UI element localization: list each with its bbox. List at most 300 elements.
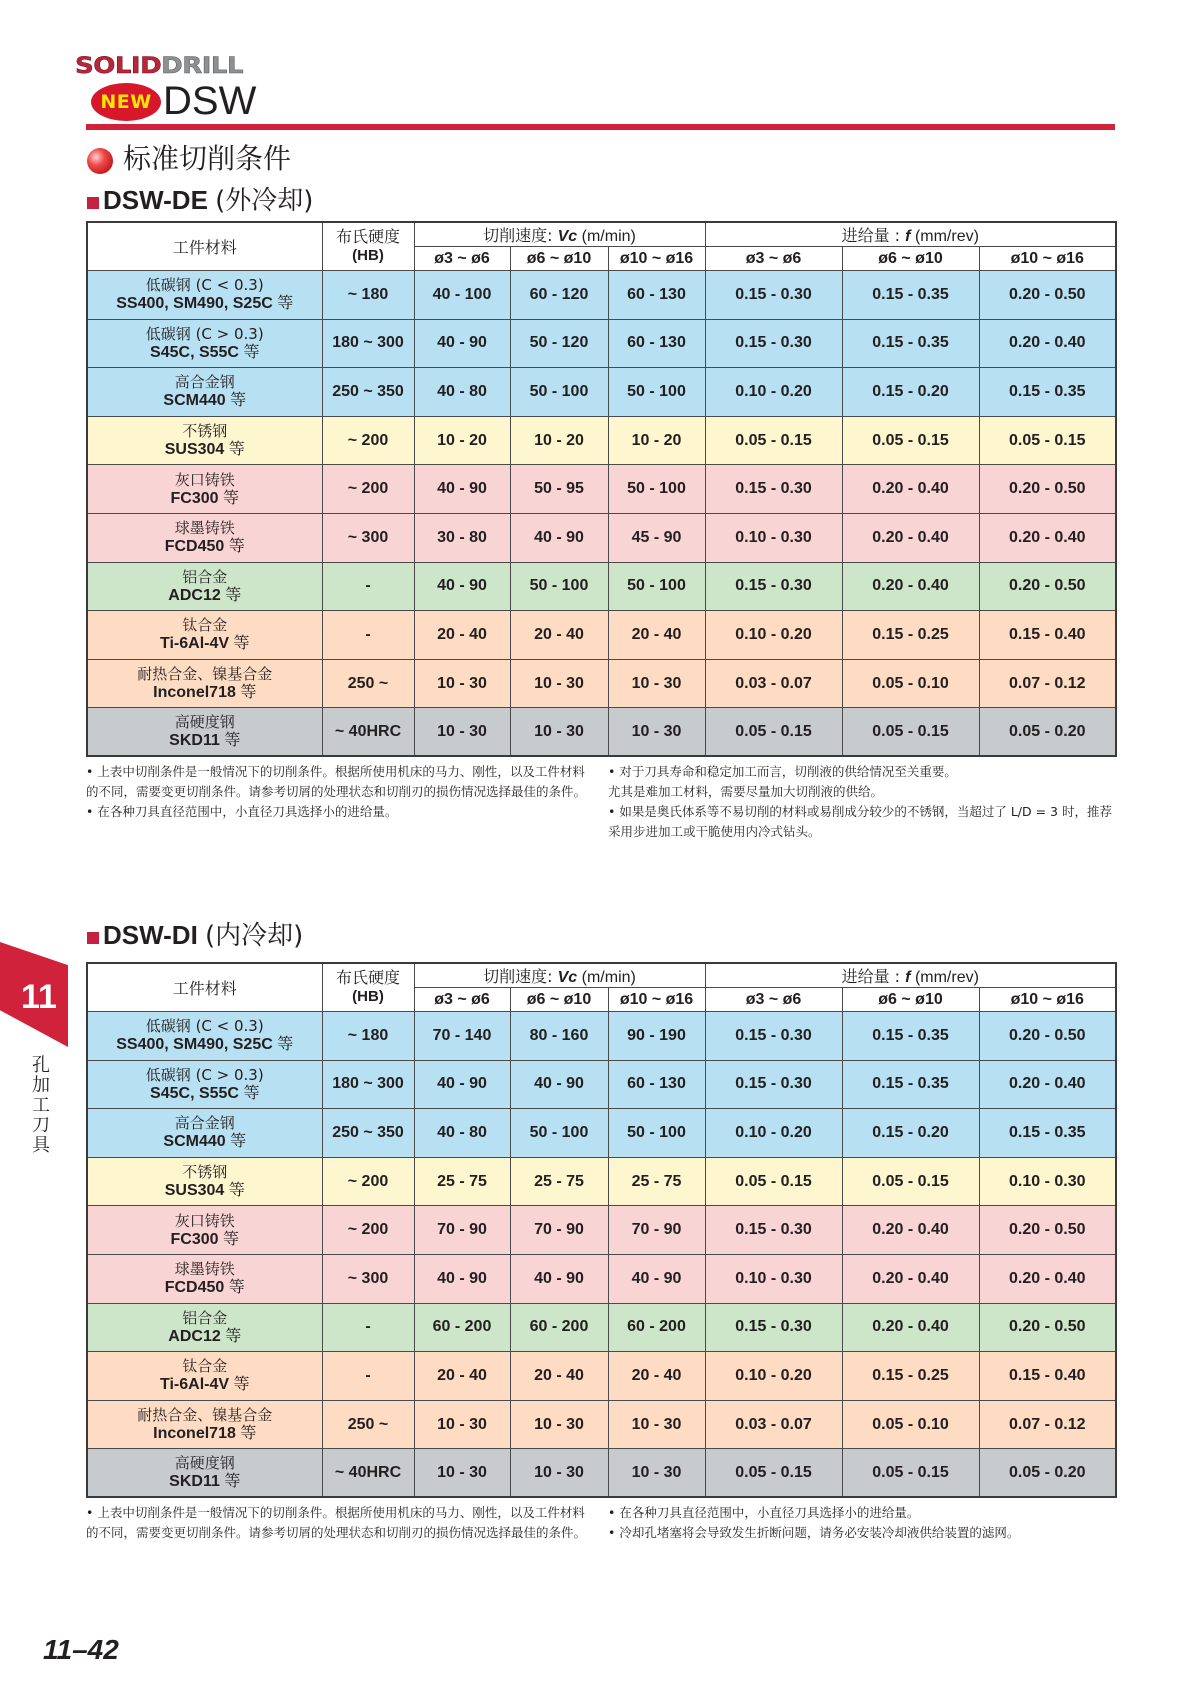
feed-cell: 0.20 - 0.40 [842,465,979,514]
header-diameter: ø3 ~ ø6 [414,988,510,1012]
table-row [87,1206,1116,1255]
cutting-speed-cell: 40 - 90 [510,1254,608,1303]
cutting-speed-cell: 50 - 100 [510,368,608,417]
feed-cell: 0.05 - 0.15 [842,1449,979,1498]
header-feed-symbol: f [905,969,911,986]
table-row [87,659,1116,708]
header-diameter: ø10 ~ ø16 [979,247,1116,271]
cutting-speed-cell: 40 - 90 [510,1060,608,1109]
material-etc: 等 [228,439,245,459]
material-etc: 等 [277,1034,294,1054]
material-etc: 等 [240,682,257,702]
material-grades [88,1327,322,1345]
feed-cell: 0.10 - 0.20 [705,1352,842,1401]
table-row [87,465,1116,514]
material-cell [87,1206,322,1255]
cutting-speed-cell: 10 - 30 [510,1449,608,1498]
header-feed-unit: (mm/rev) [910,969,979,986]
feed-cell: 0.15 - 0.35 [979,1109,1116,1158]
material-etc: 等 [233,633,250,653]
table-title-de-name: DSW-DE [103,185,208,215]
material-cell [87,319,322,368]
feed-cell: 0.15 - 0.25 [842,611,979,660]
material-grades [88,1132,322,1150]
feed-cell: 0.20 - 0.50 [979,1206,1116,1255]
material-etc: 等 [222,487,239,507]
header-feed-unit: (mm/rev) [910,228,979,245]
feed-cell: 0.15 - 0.35 [842,271,979,320]
header-speed-symbol: Vc [557,969,578,986]
material-grade-codes: Inconel718 [153,684,236,702]
red-ball-bullet-icon [87,148,113,174]
material-grade-codes: SS400, SM490, S25C [116,1036,273,1054]
material-cell [87,1012,322,1061]
material-name: 高硬度钢 [174,713,235,732]
hardness-cell: - [322,1352,414,1401]
cutting-speed-cell: 50 - 100 [510,1109,608,1158]
feed-cell: 0.10 - 0.20 [705,1109,842,1158]
material-etc: 等 [224,1471,241,1491]
header-hardness-label: 布氏硬度 [335,227,400,246]
cutting-speed-cell: 60 - 130 [608,271,705,320]
material-grades [88,1472,322,1490]
material-cell [87,1303,322,1352]
material-grades [88,586,322,604]
cutting-speed-cell: 30 - 80 [414,513,510,562]
feed-cell: 0.15 - 0.20 [842,1109,979,1158]
material-grades [88,391,322,409]
table-title-di-name: DSW-DI [103,920,198,950]
material-grades [88,1035,322,1053]
material-etc: 等 [228,1180,245,1200]
material-name: 耐热合金、镍基合金 [137,1406,273,1425]
header-speed-unit: (m/min) [577,969,636,986]
table-row [87,319,1116,368]
table-title-de [103,185,313,216]
table-title-di [103,920,303,951]
header-diameter: ø3 ~ ø6 [414,247,510,271]
material-grade-codes: Inconel718 [153,1425,236,1443]
material-grades [88,343,322,361]
material-etc: 等 [225,1325,242,1345]
notes-de-left [86,762,594,822]
material-name: 灰口铸铁 [174,1211,235,1230]
cutting-speed-cell: 10 - 30 [608,1400,705,1449]
hardness-cell: 250 ~ [322,1400,414,1449]
header-speed-unit: (m/min) [577,228,636,245]
table-row [87,368,1116,417]
material-etc: 等 [233,1374,250,1394]
hardness-cell: ~ 200 [322,416,414,465]
material-grade-codes: FCD450 [164,538,225,556]
header-feed-symbol: f [905,228,911,245]
feed-cell: 0.15 - 0.30 [705,1206,842,1255]
header-diameter: ø6 ~ ø10 [842,988,979,1012]
table-row [87,513,1116,562]
feed-cell: 0.05 - 0.20 [979,708,1116,757]
material-grade-codes: SKD11 [169,732,220,750]
feed-cell: 0.20 - 0.40 [979,513,1116,562]
material-grade-codes: FCD450 [164,1279,225,1297]
material-cell [87,513,322,562]
material-grades [88,1424,322,1442]
table-row [87,1157,1116,1206]
material-grades [88,1181,322,1199]
cutting-speed-cell: 70 - 90 [510,1206,608,1255]
table-title-di-paren: (内冷却) [205,921,304,951]
cutting-speed-cell: 60 - 130 [608,1060,705,1109]
cutting-speed-cell: 60 - 200 [510,1303,608,1352]
square-bullet-icon [87,932,99,944]
cutting-speed-cell: 40 - 90 [608,1254,705,1303]
chapter-label-char: 孔 [32,1055,50,1076]
cutting-speed-cell: 20 - 40 [414,1352,510,1401]
cutting-speed-cell: 50 - 100 [608,1109,705,1158]
material-grade-codes: ADC12 [168,586,221,604]
cutting-speed-cell: 10 - 30 [608,708,705,757]
cutting-speed-cell: 20 - 40 [608,1352,705,1401]
feed-cell: 0.05 - 0.15 [979,416,1116,465]
feed-cell: 0.05 - 0.10 [842,659,979,708]
material-cell [87,416,322,465]
material-grades [88,683,322,701]
table-row [87,1449,1116,1498]
header-diameter: ø3 ~ ø6 [705,988,842,1012]
material-name: 不锈钢 [182,1163,228,1182]
material-grade-codes: Ti-6Al-4V [159,635,230,653]
feed-cell: 0.05 - 0.15 [705,1449,842,1498]
cutting-speed-cell: 50 - 100 [510,562,608,611]
material-etc: 等 [230,390,247,410]
feed-cell: 0.15 - 0.30 [705,1012,842,1061]
material-etc: 等 [228,536,245,556]
header-feed [705,222,1116,247]
note-item: 尤其是难加工材料，需要尽量加大切削液的供给。 [608,784,884,799]
cutting-speed-cell: 50 - 100 [608,562,705,611]
material-name: 球墨铸铁 [174,1260,235,1279]
cutting-speed-cell: 10 - 30 [510,659,608,708]
cutting-conditions-table-de [86,221,1117,757]
feed-cell: 0.15 - 0.20 [842,368,979,417]
material-grade-codes: S45C, S55C [150,343,239,361]
feed-cell: 0.20 - 0.40 [842,1206,979,1255]
material-etc: 等 [243,341,260,361]
cutting-speed-cell: 10 - 20 [510,416,608,465]
note-item: • 上表中切削条件是一般情况下的切削条件。根据所使用机床的马力、刚性，以及工件材料的不同，需要变更切削条件。请参考切屑的处理状态和切削刃的损伤情况选择最佳的条件。 [86,1505,587,1540]
chapter-number: 11 [21,978,57,1016]
header-diameter: ø10 ~ ø16 [979,988,1116,1012]
feed-cell: 0.07 - 0.12 [979,659,1116,708]
material-cell [87,368,322,417]
material-cell [87,1157,322,1206]
feed-cell: 0.05 - 0.15 [705,1157,842,1206]
table-row [87,1109,1116,1158]
material-cell [87,708,322,757]
material-grade-codes: SUS304 [164,1182,225,1200]
material-cell [87,1400,322,1449]
material-grade-codes: SUS304 [164,441,225,459]
feed-cell: 0.20 - 0.40 [842,562,979,611]
table-row [87,1012,1116,1061]
material-name: 灰口铸铁 [174,470,235,489]
hardness-cell: ~ 200 [322,1157,414,1206]
feed-cell: 0.20 - 0.40 [842,1254,979,1303]
hardness-cell: - [322,611,414,660]
cutting-speed-cell: 70 - 90 [414,1206,510,1255]
hardness-cell: ~ 300 [322,1254,414,1303]
cutting-speed-cell: 20 - 40 [414,611,510,660]
material-etc: 等 [240,1423,257,1443]
material-cell [87,1449,322,1498]
material-name: 低碳钢 (C > 0.3) [145,1065,264,1084]
header-cutting-speed [414,222,705,247]
cutting-speed-cell: 40 - 90 [414,465,510,514]
header-diameter: ø6 ~ ø10 [510,988,608,1012]
cutting-speed-cell: 20 - 40 [608,611,705,660]
hardness-cell: 180 ~ 300 [322,1060,414,1109]
feed-cell: 0.05 - 0.15 [842,708,979,757]
cutting-speed-cell: 40 - 90 [414,562,510,611]
material-grades [88,537,322,555]
hardness-cell: ~ 200 [322,1206,414,1255]
material-grades [88,489,322,507]
feed-cell: 0.10 - 0.20 [705,368,842,417]
hardness-cell: ~ 200 [322,465,414,514]
cutting-speed-cell: 40 - 90 [414,319,510,368]
cutting-speed-cell: 60 - 130 [608,319,705,368]
material-etc: 等 [225,584,242,604]
material-grade-codes: SS400, SM490, S25C [116,295,273,313]
feed-cell: 0.15 - 0.35 [842,1012,979,1061]
note-item: • 冷却孔堵塞将会导致发生折断问题，请务必安装冷却液供给装置的滤网。 [608,1525,1020,1540]
header-material: 工件材料 [87,222,322,271]
cutting-speed-cell: 60 - 120 [510,271,608,320]
material-grades [88,1230,322,1248]
hardness-cell: 250 ~ [322,659,414,708]
logo-solid-text: SOLID [75,53,162,79]
cutting-speed-cell: 10 - 30 [414,1400,510,1449]
table-row [87,1060,1116,1109]
material-etc: 等 [230,1131,247,1151]
feed-cell: 0.03 - 0.07 [705,659,842,708]
chapter-label [30,1056,52,1156]
table-row [87,1303,1116,1352]
material-grades [88,731,322,749]
material-grade-codes: Ti-6Al-4V [159,1376,230,1394]
material-name: 低碳钢 (C < 0.3) [145,276,264,295]
header-hardness [322,963,414,1012]
cutting-speed-cell: 70 - 140 [414,1012,510,1061]
chapter-label-char: 刀 [32,1115,50,1136]
header-feed [705,963,1116,988]
note-item: • 如果是奥氏体系等不易切削的材料或易削成分较少的不锈钢，当超过了 L/D = 3 时，推荐采用步进加工或干脆使用内冷式钻头。 [608,804,1112,839]
material-grade-codes: SCM440 [163,1133,226,1151]
material-name: 球墨铸铁 [174,519,235,538]
header-diameter: ø10 ~ ø16 [608,247,705,271]
material-cell [87,271,322,320]
cutting-speed-cell: 10 - 30 [414,1449,510,1498]
header-hardness-label: 布氏硬度 [335,968,400,987]
header-cutting-speed [414,963,705,988]
cutting-speed-cell: 10 - 30 [510,708,608,757]
notes-di-right [608,1503,1118,1543]
hardness-cell: 250 ~ 350 [322,368,414,417]
header-speed-label: 切削速度: [483,226,558,245]
feed-cell: 0.10 - 0.30 [979,1157,1116,1206]
cutting-speed-cell: 50 - 100 [608,368,705,417]
feed-cell: 0.10 - 0.30 [705,513,842,562]
header-speed-symbol: Vc [557,228,578,245]
feed-cell: 0.15 - 0.25 [842,1352,979,1401]
header-feed-label: 进给量 : [841,226,906,245]
table-row [87,1352,1116,1401]
table-row [87,562,1116,611]
cutting-speed-cell: 10 - 30 [608,659,705,708]
section-title: 标准切削条件 [123,142,292,175]
material-name: 铝合金 [182,1308,228,1327]
feed-cell: 0.20 - 0.40 [842,513,979,562]
cutting-speed-cell: 25 - 75 [414,1157,510,1206]
material-name: 低碳钢 (C < 0.3) [145,1017,264,1036]
feed-cell: 0.15 - 0.30 [705,1060,842,1109]
cutting-speed-cell: 90 - 190 [608,1012,705,1061]
material-name: 耐热合金、镍基合金 [137,665,273,684]
hardness-cell: ~ 180 [322,1012,414,1061]
page-number: 11–42 [43,1634,119,1665]
feed-cell: 0.20 - 0.50 [979,1303,1116,1352]
note-item: • 对于刀具寿命和稳定加工而言，切削液的供给情况至关重要。 [608,764,957,779]
cutting-speed-cell: 40 - 90 [414,1060,510,1109]
cutting-speed-cell: 10 - 20 [414,416,510,465]
cutting-speed-cell: 10 - 20 [608,416,705,465]
header-speed-label: 切削速度: [483,967,558,986]
cutting-speed-cell: 25 - 75 [608,1157,705,1206]
material-grade-codes: S45C, S55C [150,1084,239,1102]
material-grade-codes: SKD11 [169,1473,220,1491]
header-diameter: ø3 ~ ø6 [705,247,842,271]
header-diameter: ø6 ~ ø10 [842,247,979,271]
feed-cell: 0.15 - 0.30 [705,1303,842,1352]
note-item: • 上表中切削条件是一般情况下的切削条件。根据所使用机床的马力、刚性，以及工件材料的不同，需要变更切削条件。请参考切屑的处理状态和切削刃的损伤情况选择最佳的条件。 [86,764,587,799]
material-grades [88,440,322,458]
new-badge: NEW [91,83,161,121]
feed-cell: 0.20 - 0.40 [842,1303,979,1352]
feed-cell: 0.20 - 0.50 [979,271,1116,320]
table-row [87,416,1116,465]
material-grades [88,1375,322,1393]
feed-cell: 0.15 - 0.35 [842,1060,979,1109]
feed-cell: 0.03 - 0.07 [705,1400,842,1449]
notes-de-right [608,762,1118,842]
feed-cell: 0.20 - 0.40 [979,319,1116,368]
cutting-speed-cell: 40 - 90 [510,513,608,562]
feed-cell: 0.05 - 0.15 [842,1157,979,1206]
brand-logo [75,55,243,77]
header-diameter: ø6 ~ ø10 [510,247,608,271]
cutting-speed-cell: 80 - 160 [510,1012,608,1061]
hardness-cell: ~ 40HRC [322,708,414,757]
hardness-cell: ~ 300 [322,513,414,562]
feed-cell: 0.15 - 0.40 [979,1352,1116,1401]
cutting-speed-cell: 40 - 100 [414,271,510,320]
cutting-speed-cell: 10 - 30 [414,708,510,757]
hardness-cell: 180 ~ 300 [322,319,414,368]
table-title-de-paren: (外冷却) [215,186,314,216]
material-cell [87,562,322,611]
feed-cell: 0.20 - 0.40 [979,1254,1116,1303]
material-name: 低碳钢 (C > 0.3) [145,324,264,343]
material-etc: 等 [224,730,241,750]
cutting-speed-cell: 70 - 90 [608,1206,705,1255]
feed-cell: 0.15 - 0.30 [705,271,842,320]
feed-cell: 0.05 - 0.15 [705,416,842,465]
material-cell [87,1109,322,1158]
feed-cell: 0.05 - 0.15 [705,708,842,757]
notes-di-left [86,1503,594,1543]
material-name: 不锈钢 [182,422,228,441]
material-cell [87,465,322,514]
cutting-speed-cell: 10 - 30 [608,1449,705,1498]
material-grade-codes: FC300 [170,489,219,507]
material-grades [88,294,322,312]
cutting-speed-cell: 20 - 40 [510,611,608,660]
material-cell [87,1060,322,1109]
logo-drill-text: DRILL [161,53,244,79]
feed-cell: 0.20 - 0.40 [979,1060,1116,1109]
material-grades [88,634,322,652]
material-name: 高硬度钢 [174,1454,235,1473]
table-row [87,708,1116,757]
cutting-speed-cell: 40 - 80 [414,368,510,417]
material-grades [88,1084,322,1102]
feed-cell: 0.15 - 0.30 [705,562,842,611]
material-etc: 等 [277,293,294,313]
feed-cell: 0.05 - 0.20 [979,1449,1116,1498]
material-etc: 等 [222,1228,239,1248]
cutting-speed-cell: 40 - 80 [414,1109,510,1158]
hardness-cell: - [322,562,414,611]
feed-cell: 0.07 - 0.12 [979,1400,1116,1449]
hardness-cell: ~ 180 [322,271,414,320]
material-name: 钛合金 [182,1357,228,1376]
header-divider [86,124,1115,130]
cutting-speed-cell: 40 - 90 [414,1254,510,1303]
material-grades [88,1278,322,1296]
feed-cell: 0.20 - 0.50 [979,465,1116,514]
table-row [87,611,1116,660]
cutting-speed-cell: 50 - 120 [510,319,608,368]
feed-cell: 0.05 - 0.15 [842,416,979,465]
header-hardness-unit: (HB) [352,247,384,264]
square-bullet-icon [87,197,99,209]
header-material: 工件材料 [87,963,322,1012]
hardness-cell: - [322,1303,414,1352]
cutting-speed-cell: 50 - 100 [608,465,705,514]
hardness-cell: ~ 40HRC [322,1449,414,1498]
feed-cell: 0.15 - 0.40 [979,611,1116,660]
cutting-speed-cell: 10 - 30 [414,659,510,708]
material-grade-codes: SCM440 [163,392,226,410]
cutting-speed-cell: 50 - 95 [510,465,608,514]
material-cell [87,611,322,660]
feed-cell: 0.15 - 0.30 [705,319,842,368]
material-cell [87,1254,322,1303]
material-name: 高合金钢 [174,373,235,392]
feed-cell: 0.15 - 0.35 [979,368,1116,417]
material-name: 钛合金 [182,616,228,635]
chapter-label-char: 具 [32,1135,50,1156]
feed-cell: 0.20 - 0.50 [979,1012,1116,1061]
